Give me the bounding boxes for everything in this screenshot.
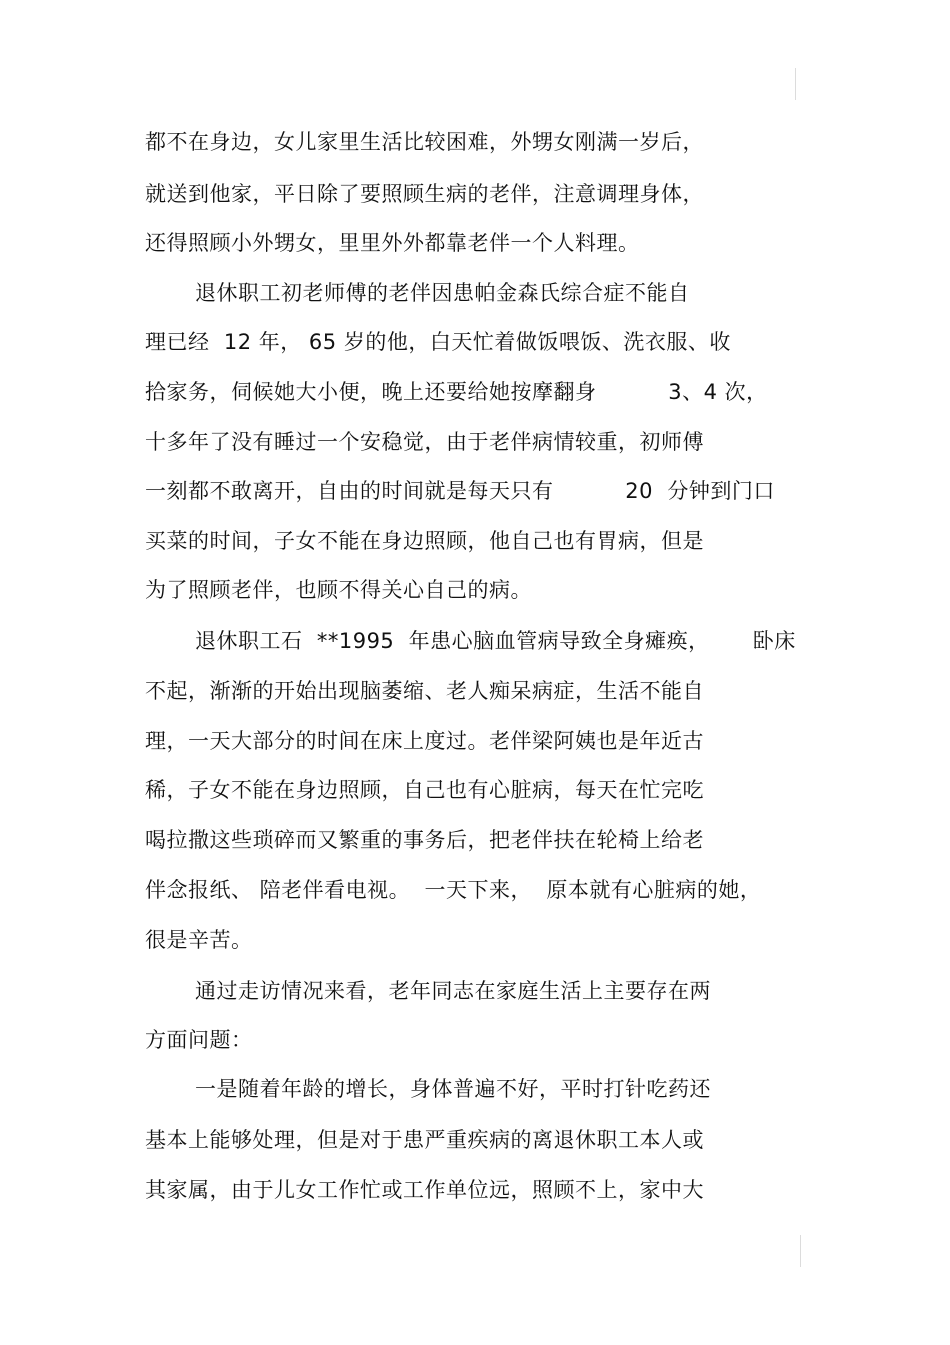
paragraph-start-line: 退休职工初老师傅的老伴因患帕金森氏综合症不能自 [195, 281, 690, 305]
text-line: 很是辛苦。 [145, 928, 253, 952]
text-line: 为了照顾老伴，也顾不得关心自己的病。 [145, 578, 532, 602]
text-line: 都不在身边，女儿家里生活比较困难，外甥女刚满一岁后， [145, 130, 704, 154]
text-line: 方面问题： [145, 1028, 253, 1052]
text-line: 买菜的时间，子女不能在身边照顾，他自己也有胃病，但是 [145, 529, 704, 553]
text-line: 基本上能够处理，但是对于患严重疾病的离退休职工本人或 [145, 1128, 704, 1152]
text-line: 就送到他家，平日除了要照顾生病的老伴，注意调理身体， [145, 182, 704, 206]
text-line: 稀，子女不能在身边照顾，自己也有心脏病，每天在忙完吃 [145, 778, 704, 802]
text-line: 还得照顾小外甥女，里里外外都靠老伴一个人料理。 [145, 231, 640, 255]
text-line: 拾家务，伺候她大小便，晚上还要给她按摩翻身 3、4 次， [145, 380, 768, 404]
text-line: 其家属，由于儿女工作忙或工作单位远，照顾不上，家中大 [145, 1178, 704, 1202]
text-line: 十多年了没有睡过一个安稳觉，由于老伴病情较重，初师傅 [145, 430, 704, 454]
page-edge-mark-top [795, 68, 796, 100]
text-line: 伴念报纸、 陪老伴看电视。 一天下来， 原本就有心脏病的她， [145, 878, 762, 902]
text-line: 不起，渐渐的开始出现脑萎缩、老人痴呆病症，生活不能自 [145, 679, 704, 703]
text-line: 一刻都不敢离开，自由的时间就是每天只有 20 分钟到门口 [145, 479, 775, 503]
paragraph-start-line: 一是随着年龄的增长，身体普遍不好，平时打针吃药还 [195, 1077, 711, 1101]
paragraph-start-line: 退休职工石 **1995 年患心脑血管病导致全身瘫痪， 卧床 [195, 629, 796, 653]
page-edge-mark-bottom [800, 1235, 801, 1267]
text-line: 喝拉撒这些琐碎而又繁重的事务后，把老伴扶在轮椅上给老 [145, 828, 704, 852]
paragraph-start-line: 通过走访情况来看，老年同志在家庭生活上主要存在两 [195, 979, 711, 1003]
text-line: 理，一天大部分的时间在床上度过。老伴梁阿姨也是年近古 [145, 729, 704, 753]
text-line: 理已经 12 年， 65 岁的他，白天忙着做饭喂饭、洗衣服、收 [145, 330, 731, 354]
